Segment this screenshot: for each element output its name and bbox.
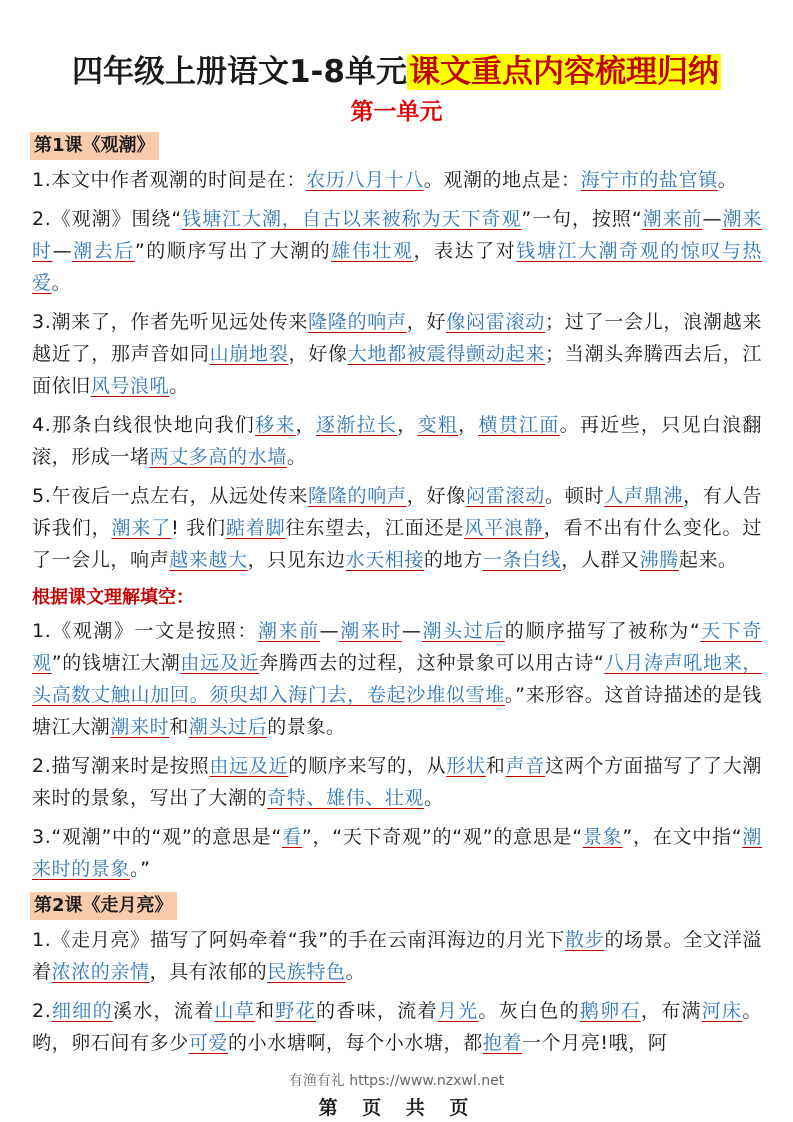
body-text: 。 xyxy=(717,169,738,191)
body-text: ”的钱塘江大潮 xyxy=(51,652,181,674)
answer-text: 潮来时 xyxy=(339,620,402,642)
answer-text: 大地都被震得颤动起来 xyxy=(347,343,546,365)
list-item xyxy=(32,821,762,885)
body-text: 这两个方面描写了了大潮来时的景象，写出了大潮的 xyxy=(32,755,762,809)
answer-text: 隆隆的响声 xyxy=(308,311,407,333)
body-text: 的场景。全文洋溢着 xyxy=(32,929,762,983)
answer-text: 潮来前 xyxy=(642,208,703,230)
lesson-1-items xyxy=(32,164,762,576)
answer-text: 天下奇观 xyxy=(32,620,762,674)
body-text: 。 xyxy=(424,787,444,809)
body-text: 。 xyxy=(169,375,189,397)
body-text: ”一句，按照“ xyxy=(521,208,643,230)
list-item xyxy=(32,924,762,988)
footer-page-number: 第 页 共 页 xyxy=(318,1097,475,1119)
answer-text: 钱塘江大潮，自古以来被称为天下奇观 xyxy=(181,208,522,230)
answer-text: 奇特、雄伟、壮观 xyxy=(267,787,425,809)
fill-blank-heading: 根据课文理解填空： xyxy=(32,587,194,608)
body-text: 的地方 xyxy=(424,549,483,571)
answer-text: 两丈多高的水墙 xyxy=(149,446,287,468)
body-text: 5.午夜后一点左右，从远处传来 xyxy=(32,485,309,507)
answer-text: 潮去后 xyxy=(72,240,135,262)
body-text: ”的顺序写出了大潮的 xyxy=(134,240,332,262)
answer-text: 隆隆的响声 xyxy=(308,485,407,507)
body-text: ，布满 xyxy=(640,1000,702,1022)
lesson-1-label: 第1课《观潮》 xyxy=(30,132,159,160)
answer-text: 人声鼎沸 xyxy=(604,485,684,507)
body-text: 溪水，流着 xyxy=(112,1000,215,1022)
fill-blank-items xyxy=(32,615,762,885)
answer-text: 农历八月十八 xyxy=(306,169,424,191)
answer-text: 沸腾 xyxy=(639,549,679,571)
answer-text: 风平浪静 xyxy=(464,517,544,539)
body-text: 。再近些，只见白浪翻滚，形成一堵 xyxy=(32,414,762,468)
body-text: 2.描写潮来时是按照 xyxy=(32,755,210,777)
answer-text: 景象 xyxy=(582,826,623,848)
answer-text: 变粗 xyxy=(417,414,459,436)
body-text: 。”来形容。这首诗描述的是钱塘江大潮 xyxy=(32,684,763,738)
body-text: — xyxy=(702,208,723,230)
list-item xyxy=(32,480,762,576)
answer-text: 野花 xyxy=(275,1000,316,1022)
body-text: ， xyxy=(295,414,316,436)
body-text: 的香味，流着 xyxy=(315,1000,438,1022)
list-item xyxy=(32,409,762,473)
answer-text: 形状 xyxy=(446,755,486,777)
answer-text: 潮来了 xyxy=(111,517,172,539)
body-text: 。” xyxy=(130,858,151,880)
answer-text: 潮来时的景象 xyxy=(32,826,763,880)
answer-text: 潮头过后 xyxy=(421,620,505,642)
answer-text: 月光 xyxy=(437,1000,479,1022)
body-text: — xyxy=(52,240,73,262)
body-text: — xyxy=(319,620,340,642)
body-text: ；当潮头奔腾西去后，江面依旧 xyxy=(32,343,762,397)
answer-text: 潮来时 xyxy=(110,716,170,738)
body-text: 。 xyxy=(51,272,72,294)
list-item xyxy=(32,615,762,743)
body-text: 的小水塘啊，每个小水塘，都 xyxy=(228,1032,483,1054)
answer-text: 潮来时 xyxy=(32,208,763,262)
unit-title: 第一单元 xyxy=(350,99,443,125)
answer-text: 闷雷滚动 xyxy=(466,485,545,507)
body-text: 的顺序来写的，从 xyxy=(288,755,447,777)
body-text: 。 xyxy=(345,961,366,983)
answer-text: 由远及近 xyxy=(180,652,260,674)
answer-text: 山草 xyxy=(214,1000,256,1022)
answer-text: 由远及近 xyxy=(209,755,289,777)
body-text: ， xyxy=(458,414,479,436)
body-text: ! 我们 xyxy=(171,517,226,539)
body-text: ，好像 xyxy=(406,485,466,507)
body-text: ，人群又 xyxy=(561,549,640,571)
body-text: ，表达了对 xyxy=(413,240,517,262)
body-text: 2.《观潮》围绕“ xyxy=(32,208,182,230)
list-item xyxy=(32,306,762,402)
body-text: 和 xyxy=(255,1000,276,1022)
footer-source: 有渔有礼 https://www.nzxwl.net xyxy=(288,1073,505,1089)
body-text: 。哟，卵石间有多少 xyxy=(32,1000,762,1054)
body-text: 。观潮的地点是： xyxy=(423,169,581,191)
answer-text: 海宁市的盐官镇 xyxy=(580,169,718,191)
content-body xyxy=(32,132,762,1066)
answer-text: 水天相接 xyxy=(345,549,425,571)
answer-text: 潮来前 xyxy=(257,620,320,642)
title-plain: 四年级上册语文1-8单元 xyxy=(71,54,407,90)
body-text: ，具有浓郁的 xyxy=(149,961,268,983)
body-text: 和 xyxy=(485,755,506,777)
body-text: 3.“观潮”中的“观”的意思是“ xyxy=(32,826,282,848)
body-text: 1.《走月亮》描写了阿妈牵着“我”的手在云南洱海边的月光下 xyxy=(32,929,566,951)
body-text: 一个月亮!哦，阿 xyxy=(522,1032,668,1054)
answer-text: 可爱 xyxy=(188,1032,229,1054)
answer-text: 山崩地裂 xyxy=(209,343,289,365)
body-text: ；过了一会儿，浪潮越来越近了，那声音如同 xyxy=(32,311,762,365)
body-text: ”，在文中指“ xyxy=(622,826,743,848)
answer-text: 逐渐拉长 xyxy=(315,414,398,436)
answer-text: 越来越大 xyxy=(169,549,248,571)
body-text: 奔腾西去的过程，这种景象可以用古诗“ xyxy=(259,652,605,674)
answer-text: 细细的 xyxy=(51,1000,113,1022)
answer-text: 八月涛声吼地来，头高数丈触山加回。须臾却入海门去，卷起沙堆似雪堆 xyxy=(32,652,762,706)
answer-text: 像闷雷滚动 xyxy=(446,311,545,333)
body-text: ，好像 xyxy=(288,343,348,365)
answer-text: 移来 xyxy=(255,414,296,436)
answer-text: 浓浓的亲情 xyxy=(51,961,150,983)
list-item xyxy=(32,750,762,814)
answer-text: 钱塘江大潮奇观的惊叹与热爱 xyxy=(32,240,762,294)
body-text: 2. xyxy=(32,1000,52,1022)
body-text: ，好 xyxy=(406,311,447,333)
body-text: 1.本文中作者观潮的时间是在： xyxy=(32,169,307,191)
body-text: 。顿时 xyxy=(544,485,605,507)
answer-text: 踮着脚 xyxy=(225,517,286,539)
list-item xyxy=(32,995,762,1059)
lesson-2-label: 第2课《走月亮》 xyxy=(30,892,177,920)
answer-text: 一条白线 xyxy=(482,549,562,571)
answer-text: 鹅卵石 xyxy=(579,1000,641,1022)
answer-text: 民族特色 xyxy=(267,961,346,983)
body-text: 往东望去，江面还是 xyxy=(285,517,465,539)
body-text: — xyxy=(401,620,422,642)
title-highlight: 课文重点内容梳理归纳 xyxy=(409,54,719,90)
answer-text: 河床 xyxy=(701,1000,743,1022)
body-text: ，只见东边 xyxy=(247,549,346,571)
body-text: ，有人告诉我们， xyxy=(32,485,762,539)
body-text: 的顺序描写了被称为“ xyxy=(504,620,701,642)
body-text: 4.那条白线很快地向我们 xyxy=(32,414,256,436)
answer-text: 雄伟壮观 xyxy=(331,240,414,262)
body-text: ， xyxy=(397,414,418,436)
answer-text: 潮头过后 xyxy=(188,716,268,738)
answer-text: 声音 xyxy=(505,755,545,777)
answer-text: 风号浪吼 xyxy=(90,375,170,397)
body-text: 的景象。 xyxy=(267,716,346,738)
body-text: 起来。 xyxy=(678,549,738,571)
list-item xyxy=(32,203,762,299)
page-title xyxy=(0,52,793,92)
answer-text: 散步 xyxy=(565,929,605,951)
body-text: 。灰白色的 xyxy=(478,1000,580,1022)
answer-text: 抱着 xyxy=(482,1032,523,1054)
body-text: ，看不出有什么变化。过了一会儿，响声 xyxy=(32,517,763,571)
lesson-2-items xyxy=(32,924,762,1059)
list-item xyxy=(32,164,762,196)
answer-text: 看 xyxy=(282,826,302,848)
body-text: 和 xyxy=(169,716,189,738)
body-text: ”，“天下奇观”的“观”的意思是“ xyxy=(301,826,583,848)
body-text: 。 xyxy=(286,446,307,468)
answer-text: 横贯江面 xyxy=(478,414,560,436)
body-text: 3.潮来了，作者先听见远处传来 xyxy=(32,311,309,333)
body-text: 1.《观潮》一文是按照： xyxy=(32,620,258,642)
